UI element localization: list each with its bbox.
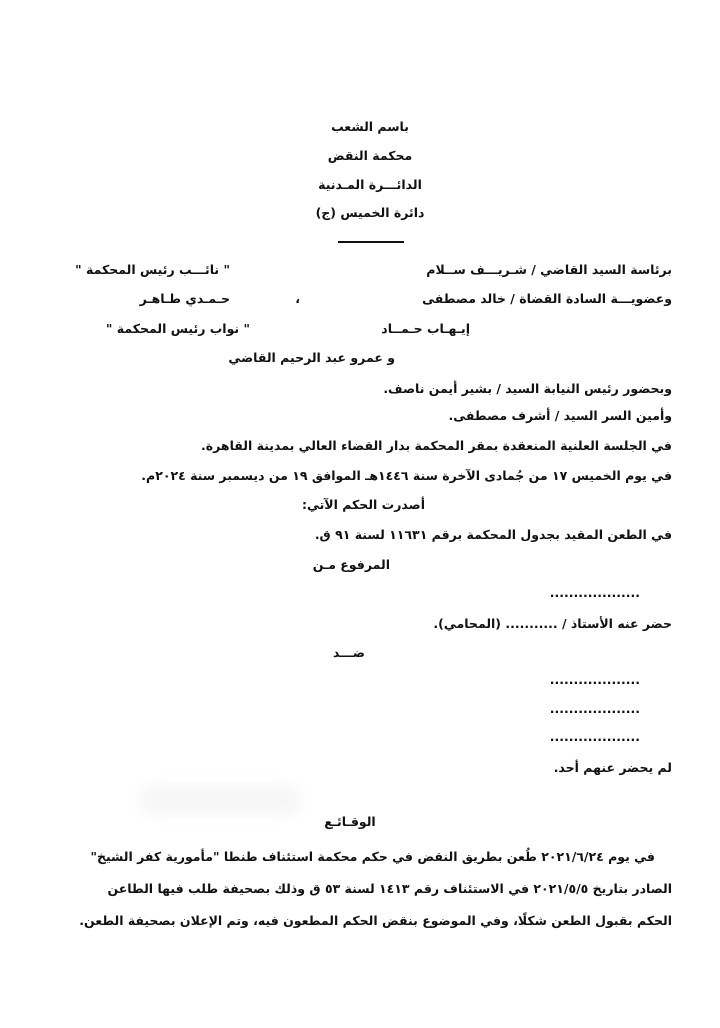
- divider: [338, 241, 404, 243]
- panel-members: وعضويـــة السادة القضاة / خالد مصطفى: [422, 291, 672, 306]
- appellant-placeholder: ...................: [549, 585, 640, 600]
- presiding-judge-title: " نائـــب رئيس المحكمة ": [75, 262, 230, 277]
- against-heading: ضـــد: [332, 645, 365, 660]
- venue-line: في الجلسة العلنية المنعقدة بمقر المحكمة بدار القضاء العالي بمدينة القاهرة.: [201, 438, 672, 453]
- absence-note: لم يحضر عنهم أحد.: [553, 760, 672, 775]
- heading-in-the-name-of-the-people: باسم الشعب: [331, 119, 409, 134]
- heading-court-name: محكمة النقض: [327, 148, 413, 163]
- presiding-judge: برئاسة السيد القاضي / شـريـــف ســلام: [426, 262, 672, 277]
- member-name: إيـهـاب حـمــاد: [381, 321, 470, 336]
- separator-comma: ،: [295, 291, 300, 306]
- filed-by-heading: المرفوع مـن: [312, 557, 390, 572]
- facts-line: الحكم بقبول الطعن شكلًا، وفي الموضوع بنقض الحكم المطعون فيه، وتم الإعلان بصحيفة الطعن.: [79, 913, 672, 928]
- heading-thursday-circuit: دائرة الخميس (ج): [315, 205, 425, 220]
- heading-civil-circuit: الدائـــرة المـدنية: [318, 177, 422, 192]
- respondent-placeholder: ...................: [549, 701, 640, 716]
- scan-smudge: [140, 785, 300, 815]
- issued-heading: أصدرت الحكم الآتي:: [301, 497, 425, 512]
- prosecutor-line: وبحضور رئيس النيابة السيد / بشير أيمن ناصف.: [383, 381, 672, 396]
- date-line: في يوم الخميس ١٧ من جُمادى الآخرة سنة ١٤٤٦هـ الموافق ١٩ من ديسمبر سنة ٢٠٢٤م.: [141, 468, 672, 483]
- attorney-line: حضر عنه الأستاذ / ........... (المحامي).: [433, 616, 672, 631]
- appeal-number-line: في الطعن المقيد بجدول المحكمة برقم ١١٦٣١ لسنة ٩١ ق.: [314, 527, 672, 542]
- respondent-placeholder: ...................: [549, 672, 640, 687]
- respondent-placeholder: ...................: [549, 729, 640, 744]
- facts-line: في يوم ٢٠٢١/٦/٢٤ طُعن بطريق النقض في حكم محكمة استئناف طنطا "مأمورية كفر الشيخ": [90, 849, 655, 864]
- members-title: " نواب رئيس المحكمة ": [105, 321, 250, 336]
- member-name: حـمـدي طـاهـر: [139, 291, 230, 306]
- secretary-line: وأمين السر السيد / أشرف مصطفى.: [448, 408, 672, 423]
- member-name: و عمرو عبد الرحيم القاضي: [228, 350, 395, 365]
- facts-line: الصادر بتاريخ ٢٠٢١/٥/٥ في الاستئناف رقم ١٤١٣ لسنة ٥٣ ق وذلك بصحيفة طلب فيها الطاعن: [107, 881, 672, 896]
- facts-heading: الوقـائـع: [324, 814, 376, 829]
